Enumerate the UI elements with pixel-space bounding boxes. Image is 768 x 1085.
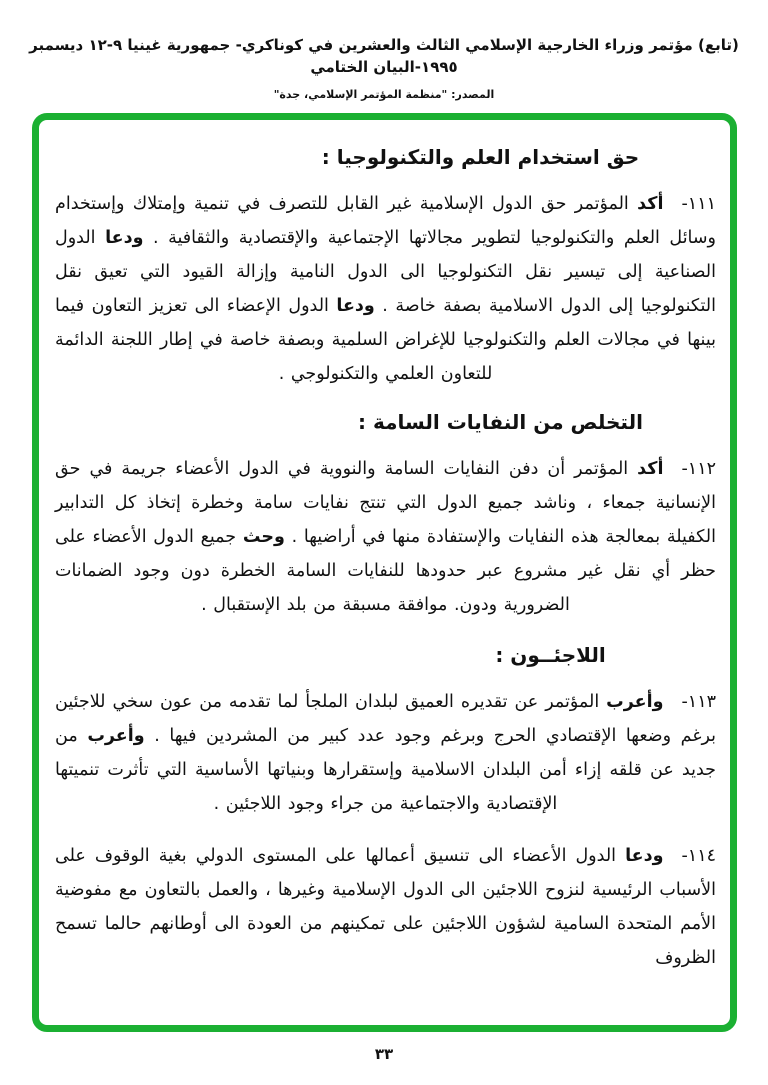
emphasis-word: ودعا xyxy=(625,846,664,866)
emphasis-word: أكد xyxy=(637,459,664,479)
paragraph-text: المؤتمر أن دفن النفايات السامة والنووية في الدول الأعضاء جريمة في حق الإنسانية جمعاء ، وناشد جميع الدول التي تنتج نفايات سامة وخطرة إتخاذ كل التدابير الكفيلة بمعالجة هذه النفايات والإستفادة منها في أراضيها . xyxy=(55,459,717,547)
paragraph-text: جميع الدول الأعضاء على حظر أي نقل غير مشروع عبر حدودها للنفايات السامة الخطرة دون وجود الضمانات الضرورية ودون. موافقة مسبقة من بلد الإستقبال . xyxy=(55,527,716,615)
emphasis-word: وأعرب xyxy=(606,692,664,712)
page-number: ٣٣ xyxy=(374,1045,394,1063)
paragraph-text: المؤتمر عن تقديره العميق لبلدان الملجأ لما تقدمه من عون سخي للاجئين برغم وضعها الإقتصادي الحرج وبرغم وجود عدد كبير من المشردين فيها . xyxy=(55,692,717,746)
document-body xyxy=(55,144,716,975)
paragraph-text: المؤتمر حق الدول الإسلامية غير القابل للتصرف في تنمية وإمتلاك وإستخدام وسائل العلم والتكنولوجيا لتطوير مجالاتها الإجتماعية والإقتصادية والثقافية . xyxy=(55,194,717,248)
page-footer xyxy=(0,1044,768,1063)
paragraph-text: الدول الإعضاء الى تعزيز التعاون فيما بينها في مجالات العلم والتكنولوجيا للإغراض السلمية وبصفة خاصة في إطار اللجنة الدائمة للتعاون العلمي والتكنولوجي . xyxy=(55,296,716,384)
content-border-frame xyxy=(32,113,737,1032)
emphasis-word: وأعرب xyxy=(87,726,145,746)
paragraph-number: ١١٣- xyxy=(681,692,716,712)
emphasis-word: أكد xyxy=(637,194,664,214)
emphasis-word: ودعا xyxy=(336,296,375,316)
paragraph xyxy=(55,452,716,622)
emphasis-word: ودعا xyxy=(105,228,144,248)
paragraph-text: الدول الأعضاء الى تنسيق أعمالها على المستوى الدولي بغية الوقوف على الأسباب الرئيسية لنزوح اللاجئين الى الدول الإسلامية وغيرها ، والعمل بالتعاون مع مفوضية الأمم المتحدة السامية لشؤون اللاجئين على تمكينهم من العودة الى أوطانهم حالما تسمح الظروف xyxy=(55,846,716,968)
paragraph xyxy=(55,187,716,391)
header-source: المصدر: "منظمة المؤتمر الإسلامي، جدة" xyxy=(273,88,495,101)
paragraph xyxy=(55,685,716,821)
paragraph-number: ١١٢- xyxy=(681,459,716,479)
paragraph-number: ١١١- xyxy=(681,194,716,214)
section-heading: اللاجئــون : xyxy=(495,643,606,667)
paragraph xyxy=(55,839,716,975)
header-title: (تابع) مؤتمر وزراء الخارجية الإسلامي الثالث والعشرين في كوناكري- جمهورية غينيا ٩-١٢ ديسمبر ١٩٩٥-البيان الختامي xyxy=(29,36,739,76)
section-heading: حق استخدام العلم والتكنولوجيا : xyxy=(321,145,640,169)
emphasis-word: وحث xyxy=(242,527,285,547)
page-header xyxy=(0,0,768,101)
paragraph-text: الدول الصناعية إلى تيسير نقل التكنولوجيا الى الدول النامية وإزالة القيود التي تعيق نقل التكنولوجيا إلى الدول الاسلامية بصفة خاصة . xyxy=(55,228,716,316)
section-heading: التخلص من النفايات السامة : xyxy=(358,410,643,434)
paragraph-text: من جديد عن قلقه إزاء أمن البلدان الاسلامية وإستقرارها وبنياتها الأساسية التي تأثرت تنميتها الإقتصادية والاجتماعية من جراء وجود اللاجئين . xyxy=(55,726,716,814)
paragraph-number: ١١٤- xyxy=(681,846,716,866)
